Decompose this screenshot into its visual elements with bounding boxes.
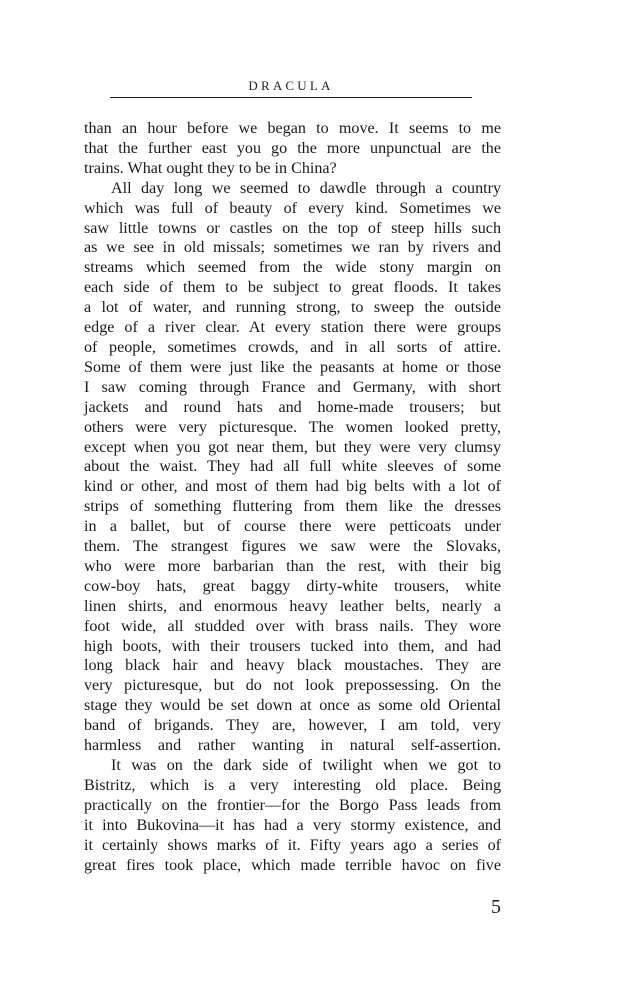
text-line: which was full of beauty of every kind. Sometimes we (84, 199, 501, 217)
text-line: I saw coming through France and Germany, with short (84, 378, 501, 396)
text-line: about the waist. They had all full white sleeves of some (84, 458, 501, 476)
text-line: It was on the dark side of twilight when we got to (111, 757, 501, 774)
text-line: edge of a river clear. At every station there were groups (84, 319, 501, 337)
text-line: kind or other, and most of them had big belts with a lot of (84, 478, 501, 496)
text-line: streams which seemed from the wide stony margin on (84, 259, 501, 277)
text-line: long black hair and heavy black moustaches. They are (84, 657, 501, 675)
text-line: as we see in old missals; sometimes we ran by rivers and (84, 239, 501, 257)
text-line: band of brigands. They are, however, I am told, very (84, 717, 501, 735)
text-line: than an hour before we began to move. It seems to me (84, 120, 501, 137)
running-head: DRACULA (110, 78, 472, 98)
text-line: Bistritz, which is a very interesting old place. Being (84, 776, 501, 794)
text-line: of people, sometimes crowds, and in all sorts of attire. (84, 338, 501, 356)
text-line: high boots, with their trousers tucked into them, and had (84, 637, 501, 655)
text-line: it certainly shows marks of it. Fifty years ago a series of (84, 836, 501, 854)
text-line: All day long we seemed to dawdle through a country (111, 179, 501, 197)
text-line: that the further east you go the more unpunctual are the (84, 139, 501, 157)
text-line: saw little towns or castles on the top of steep hills such (84, 219, 501, 237)
text-line: great fires took place, which made terrible havoc on five (84, 856, 501, 874)
text-line: who were more barbarian than the rest, with their big (84, 557, 501, 575)
text-line: each side of them to be subject to great floods. It takes (84, 279, 501, 297)
page-number: 5 (491, 896, 501, 918)
text-line: very picturesque, but do not look prepossessing. On the (84, 677, 501, 695)
text-line: Some of them were just like the peasants at home or those (84, 358, 501, 376)
text-line: a lot of water, and running strong, to sweep the outside (84, 299, 501, 317)
text-line: jackets and round hats and home-made trousers; but (84, 398, 501, 416)
text-line: harmless and rather wanting in natural self-assertion. (84, 737, 501, 755)
text-line: cow-boy hats, great baggy dirty-white trousers, white (84, 577, 501, 595)
text-line: in a ballet, but of course there were petticoats under (84, 518, 501, 536)
text-line: practically on the frontier—for the Borgo Pass leads from (84, 796, 501, 814)
text-line: stage they would be set down at once as some old Oriental (84, 697, 501, 715)
text-line: strips of something fluttering from them like the dresses (84, 498, 501, 516)
text-line: them. The strangest figures we saw were the Slovaks, (84, 538, 501, 556)
text-line: it into Bukovina—it has had a very stormy existence, and (84, 816, 501, 834)
text-line: except when you got near them, but they were very clumsy (84, 438, 501, 456)
text-line: trains. What ought they to be in China? (84, 159, 337, 177)
text-line: others were very picturesque. The women looked pretty, (84, 418, 501, 436)
text-line: linen shirts, and enormous heavy leather belts, nearly a (84, 597, 501, 615)
body-text (84, 119, 501, 875)
text-line: foot wide, all studded over with brass nails. They wore (84, 617, 501, 635)
